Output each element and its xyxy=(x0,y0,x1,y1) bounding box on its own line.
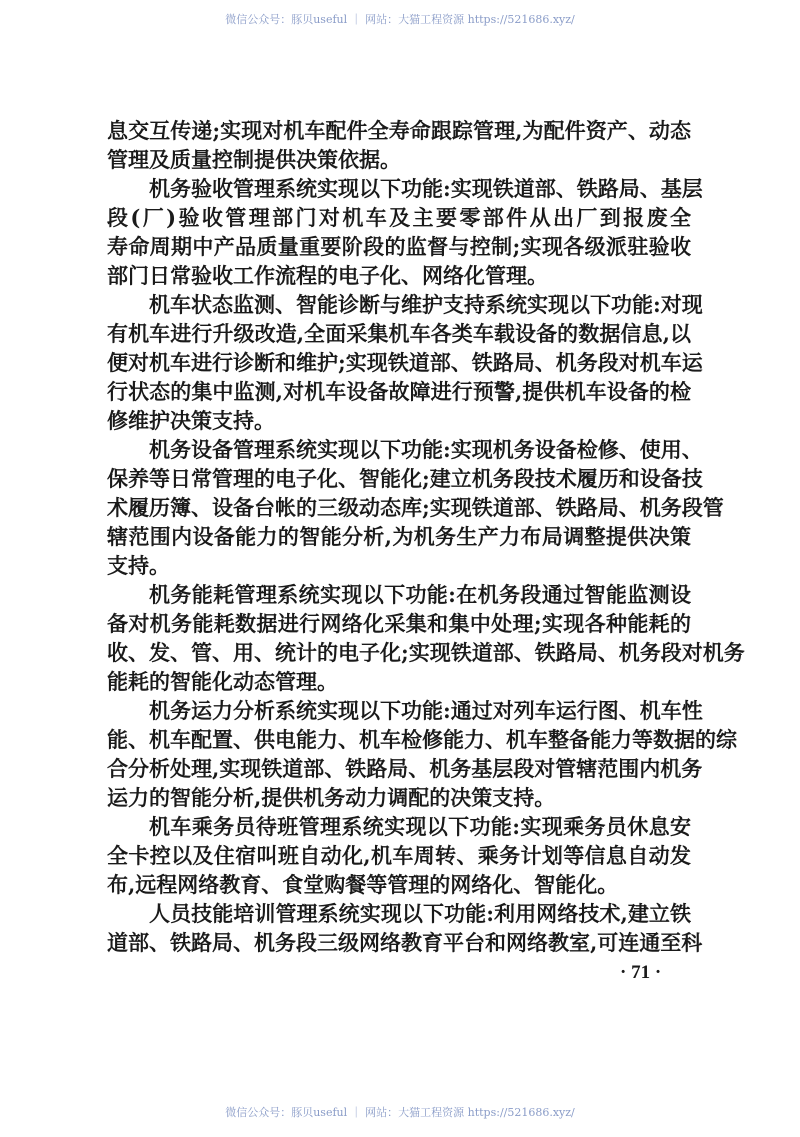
text-line: 人员技能培训管理系统实现以下功能:利用网络技术,建立铁 xyxy=(149,901,691,926)
text-line: 便对机车进行诊断和维护;实现铁道部、铁路局、机务段对机车运 xyxy=(107,350,703,375)
watermark-header: 微信公众号：豚贝useful ｜ 网站：大猫工程资源 https://521686.xyz/ xyxy=(225,13,575,26)
text-line: 辖范围内设备能力的智能分析,为机务生产力布局调整提供决策 xyxy=(107,524,691,549)
text-line: 收、发、管、用、统计的电子化;实现铁道部、铁路局、机务段对机务 xyxy=(107,640,745,665)
text-line: 机车状态监测、智能诊断与维护支持系统实现以下功能:对现 xyxy=(149,292,703,317)
text-line: 段(厂)验收管理部门对机车及主要零部件从出厂到报废全 xyxy=(107,205,691,230)
text-line: 有机车进行升级改造,全面采集机车各类车载设备的数据信息,以 xyxy=(107,321,691,346)
text-line: 合分析处理,实现铁道部、铁路局、机务基层段对管辖范围内机务 xyxy=(107,756,703,781)
text-line: 能、机车配置、供电能力、机车检修能力、机车整备能力等数据的综 xyxy=(107,727,737,752)
text-line: 能耗的智能化动态管理。 xyxy=(107,669,338,694)
text-line: 息交互传递;实现对机车配件全寿命跟踪管理,为配件资产、动态 xyxy=(107,118,691,143)
text-line: 修维护决策支持。 xyxy=(107,408,275,433)
text-line: 全卡控以及住宿叫班自动化,机车周转、乘务计划等信息自动发 xyxy=(107,843,691,868)
text-line: 行状态的集中监测,对机车设备故障进行预警,提供机车设备的检 xyxy=(107,379,691,404)
text-line: 术履历簿、设备台帐的三级动态库;实现铁道部、铁路局、机务段管 xyxy=(107,495,724,520)
text-line: 寿命周期中产品质量重要阶段的监督与控制;实现各级派驻验收 xyxy=(107,234,691,259)
text-line: 保养等日常管理的电子化、智能化;建立机务段技术履历和设备技 xyxy=(107,466,703,491)
text-line: 机务运力分析系统实现以下功能:通过对列车运行图、机车性 xyxy=(149,698,703,723)
text-line: 机车乘务员待班管理系统实现以下功能:实现乘务员休息安 xyxy=(149,814,691,839)
text-line: 部门日常验收工作流程的电子化、网络化管理。 xyxy=(107,263,548,288)
watermark-footer: 微信公众号：豚贝useful ｜ 网站：大猫工程资源 https://521686.xyz/ xyxy=(225,1106,575,1119)
text-line: 备对机务能耗数据进行网络化采集和集中处理;实现各种能耗的 xyxy=(107,611,691,636)
text-line: 机务验收管理系统实现以下功能:实现铁道部、铁路局、基层 xyxy=(149,176,703,201)
text-line: 道部、铁路局、机务段三级网络教育平台和网络教室,可连通至科 xyxy=(107,930,703,955)
text-line: 运力的智能分析,提供机务动力调配的决策支持。 xyxy=(107,785,556,810)
text-line: 机务设备管理系统实现以下功能:实现机务设备检修、使用、 xyxy=(149,437,703,462)
text-line: 布,远程网络教育、食堂购餐等管理的网络化、智能化。 xyxy=(107,872,619,897)
text-line: 机务能耗管理系统实现以下功能:在机务段通过智能监测设 xyxy=(149,582,691,607)
text-line: 支持。 xyxy=(107,553,170,578)
page-number: · 71 · xyxy=(620,962,662,983)
text-line: 管理及质量控制提供决策依据。 xyxy=(107,147,401,172)
body-text xyxy=(107,116,745,957)
